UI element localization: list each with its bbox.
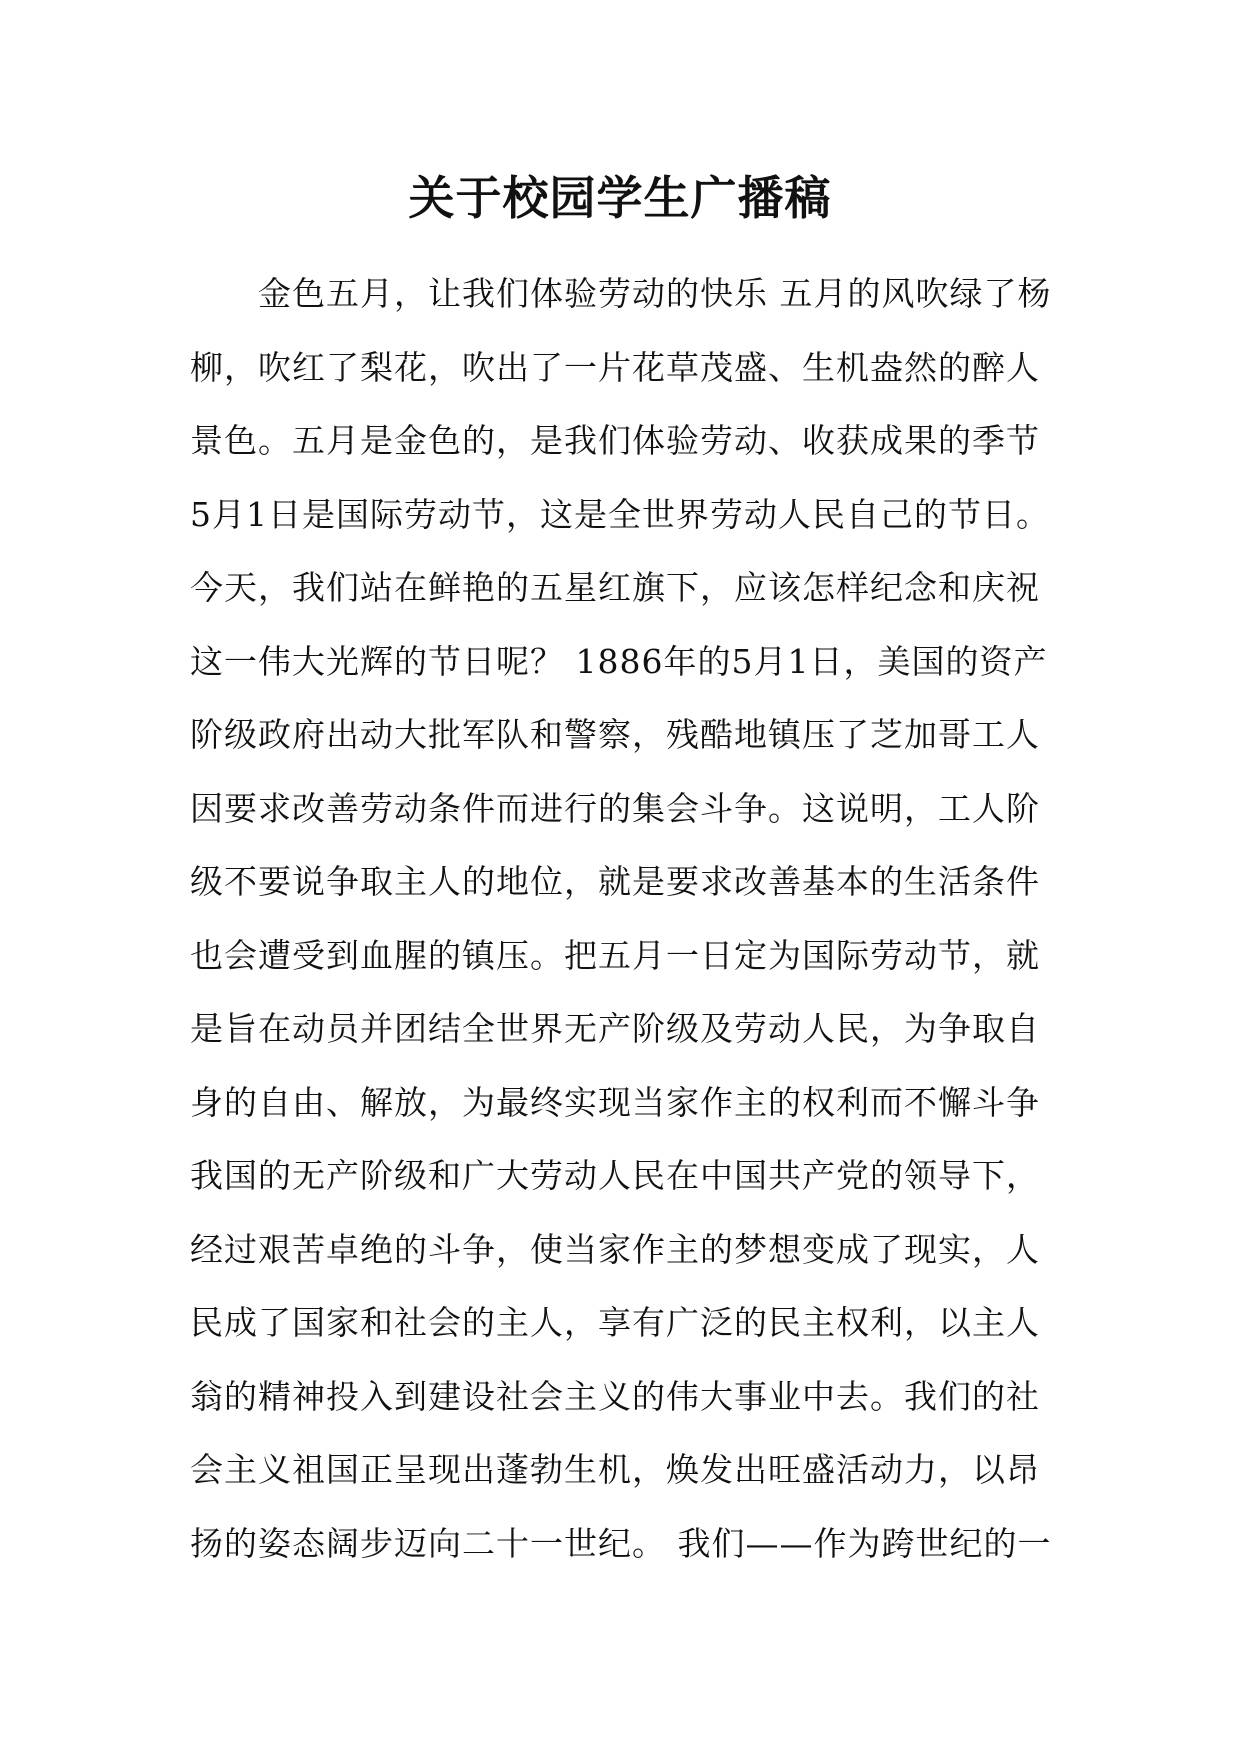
body-line: 我国的无产阶级和广大劳动人民在中国共产党的领导下， xyxy=(190,1156,1040,1195)
body-line: 柳，吹红了梨花，吹出了一片花草茂盛、生机盎然的醉人 xyxy=(190,347,1040,387)
body-line: 是旨在动员并团结全世界无产阶级及劳动人民，为争取自 xyxy=(190,1009,1040,1048)
body-line: 翁的精神投入到建设社会主义的伟大事业中去。我们的社 xyxy=(190,1376,1040,1416)
body-line: 金色五月，让我们体验劳动的快乐 五月的风吹绿了杨 xyxy=(190,274,1052,313)
body-line: 阶级政府出动大批军队和警察，残酷地镇压了芝加哥工人 xyxy=(190,715,1040,754)
body-line: 因要求改善劳动条件而进行的集会斗争。这说明，工人阶 xyxy=(190,788,1040,828)
body-line: 经过艰苦卓绝的斗争，使当家作主的梦想变成了现实，人 xyxy=(190,1229,1040,1269)
document-body xyxy=(190,264,1070,1587)
body-line: 会主义祖国正呈现出蓬勃生机，焕发出旺盛活动力，以昂 xyxy=(190,1450,1040,1489)
body-line: 今天，我们站在鲜艳的五星红旗下，应该怎样纪念和庆祝 xyxy=(190,568,1040,607)
body-line: 民成了国家和社会的主人，享有广泛的民主权利，以主人 xyxy=(190,1303,1040,1342)
body-line: 5月1日是国际劳动节，这是全世界劳动人民自己的节日。 xyxy=(190,494,1050,534)
body-line: 也会遭受到血腥的镇压。把五月一日定为国际劳动节，就 xyxy=(190,935,1040,975)
body-line: 身的自由、解放，为最终实现当家作主的权利而不懈斗争 xyxy=(190,1082,1040,1122)
body-line: 扬的姿态阔步迈向二十一世纪。 我们——作为跨世纪的一 xyxy=(190,1523,1052,1563)
body-line: 这一伟大光辉的节日呢？ 1886年的5月1日，美国的资产 xyxy=(190,641,1048,681)
body-line: 级不要说争取主人的地位，就是要求改善基本的生活条件 xyxy=(190,862,1040,901)
body-line: 景色。五月是金色的，是我们体验劳动、收获成果的季节 xyxy=(190,421,1040,460)
document-title: 关于校园学生广播稿 xyxy=(408,171,832,225)
